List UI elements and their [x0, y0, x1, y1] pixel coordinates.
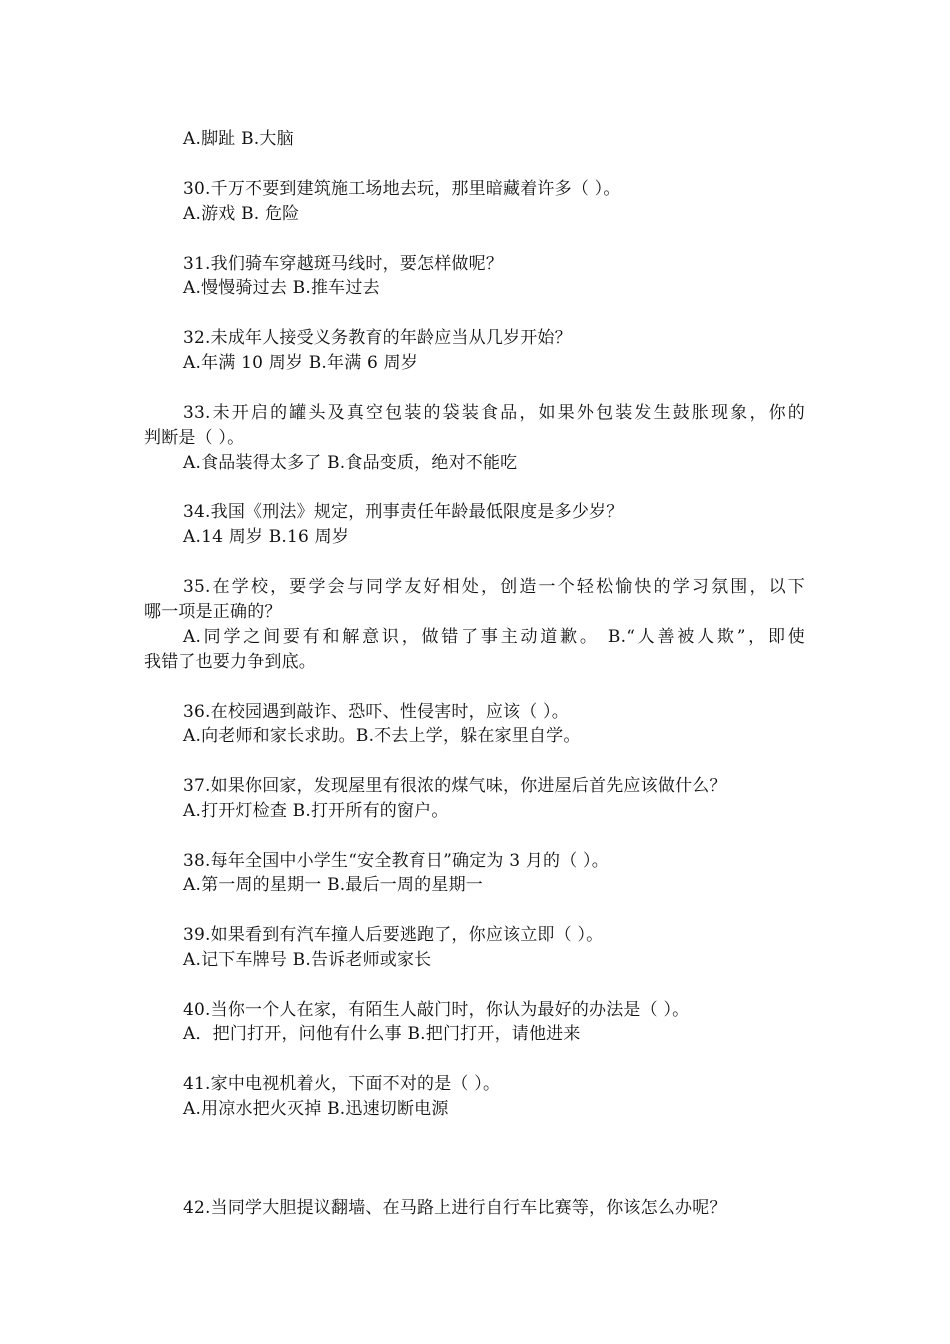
q40-question: 40.当你一个人在家，有陌生人敲门时，你认为最好的办法是（ ）。	[183, 1000, 690, 1020]
q41-options: A.用凉水把火灭掉 B.迅速切断电源	[183, 1099, 449, 1119]
q39-question: 39.如果看到有汽车撞人后要逃跑了，你应该立即（ ）。	[183, 925, 604, 945]
q36-options: A.向老师和家长求助。B.不去上学，躲在家里自学。	[183, 726, 581, 746]
q33-question-line1: 33.未开启的罐头及真空包装的袋装食品，如果外包装发生鼓胀现象，你的	[183, 403, 805, 423]
q33-options: A.食品装得太多了 B.食品变质，绝对不能吃	[183, 453, 518, 473]
q42-question: 42.当同学大胆提议翻墙、在马路上进行自行车比赛等，你该怎么办呢？	[183, 1198, 727, 1218]
q38-question: 38.每年全国中小学生“安全教育日”确定为 3 月的（ ）。	[183, 851, 609, 871]
q35-question-line2: 哪一项是正确的？	[144, 602, 282, 622]
q32-options: A.年满 10 周岁 B.年满 6 周岁	[183, 353, 419, 373]
q35-options-line2: 我错了也要力争到底。	[144, 652, 316, 672]
q30-options: A.游戏 B. 危险	[183, 204, 300, 224]
q32-question: 32.未成年人接受义务教育的年龄应当从几岁开始？	[183, 328, 572, 348]
q38-options: A.第一周的星期一 B.最后一周的星期一	[183, 875, 483, 895]
q34-options: A.14 周岁 B.16 周岁	[183, 527, 350, 547]
q37-question: 37.如果你回家，发现屋里有很浓的煤气味，你进屋后首先应该做什么？	[183, 776, 727, 796]
q41-question: 41.家中电视机着火，下面不对的是（ ）。	[183, 1074, 501, 1094]
q37-options: A.打开灯检查 B.打开所有的窗户。	[183, 801, 449, 821]
q31-options: A.慢慢骑过去 B.推车过去	[183, 278, 380, 298]
q33-question-line2: 判断是（ ）。	[144, 428, 245, 448]
q40-options: A．把门打开，问他有什么事 B.把门打开，请他进来	[183, 1024, 581, 1044]
q35-options-line1: A.同学之间要有和解意识，做错了事主动道歉。 B.“人善被人欺”，即使	[183, 627, 805, 647]
q35-question-line1: 35.在学校，要学会与同学友好相处，创造一个轻松愉快的学习氛围，以下	[183, 577, 805, 597]
q31-question: 31.我们骑车穿越斑马线时，要怎样做呢？	[183, 254, 504, 274]
q30-question: 30.千万不要到建筑施工场地去玩，那里暗藏着许多（ ）。	[183, 179, 621, 199]
q39-options: A.记下车牌号 B.告诉老师或家长	[183, 950, 432, 970]
q34-question: 34.我国《刑法》规定，刑事责任年龄最低限度是多少岁？	[183, 502, 624, 522]
q29-options: A.脚趾 B.大脑	[183, 129, 294, 149]
q36-question: 36.在校园遇到敲诈、恐吓、性侵害时，应该（ ）。	[183, 702, 569, 722]
